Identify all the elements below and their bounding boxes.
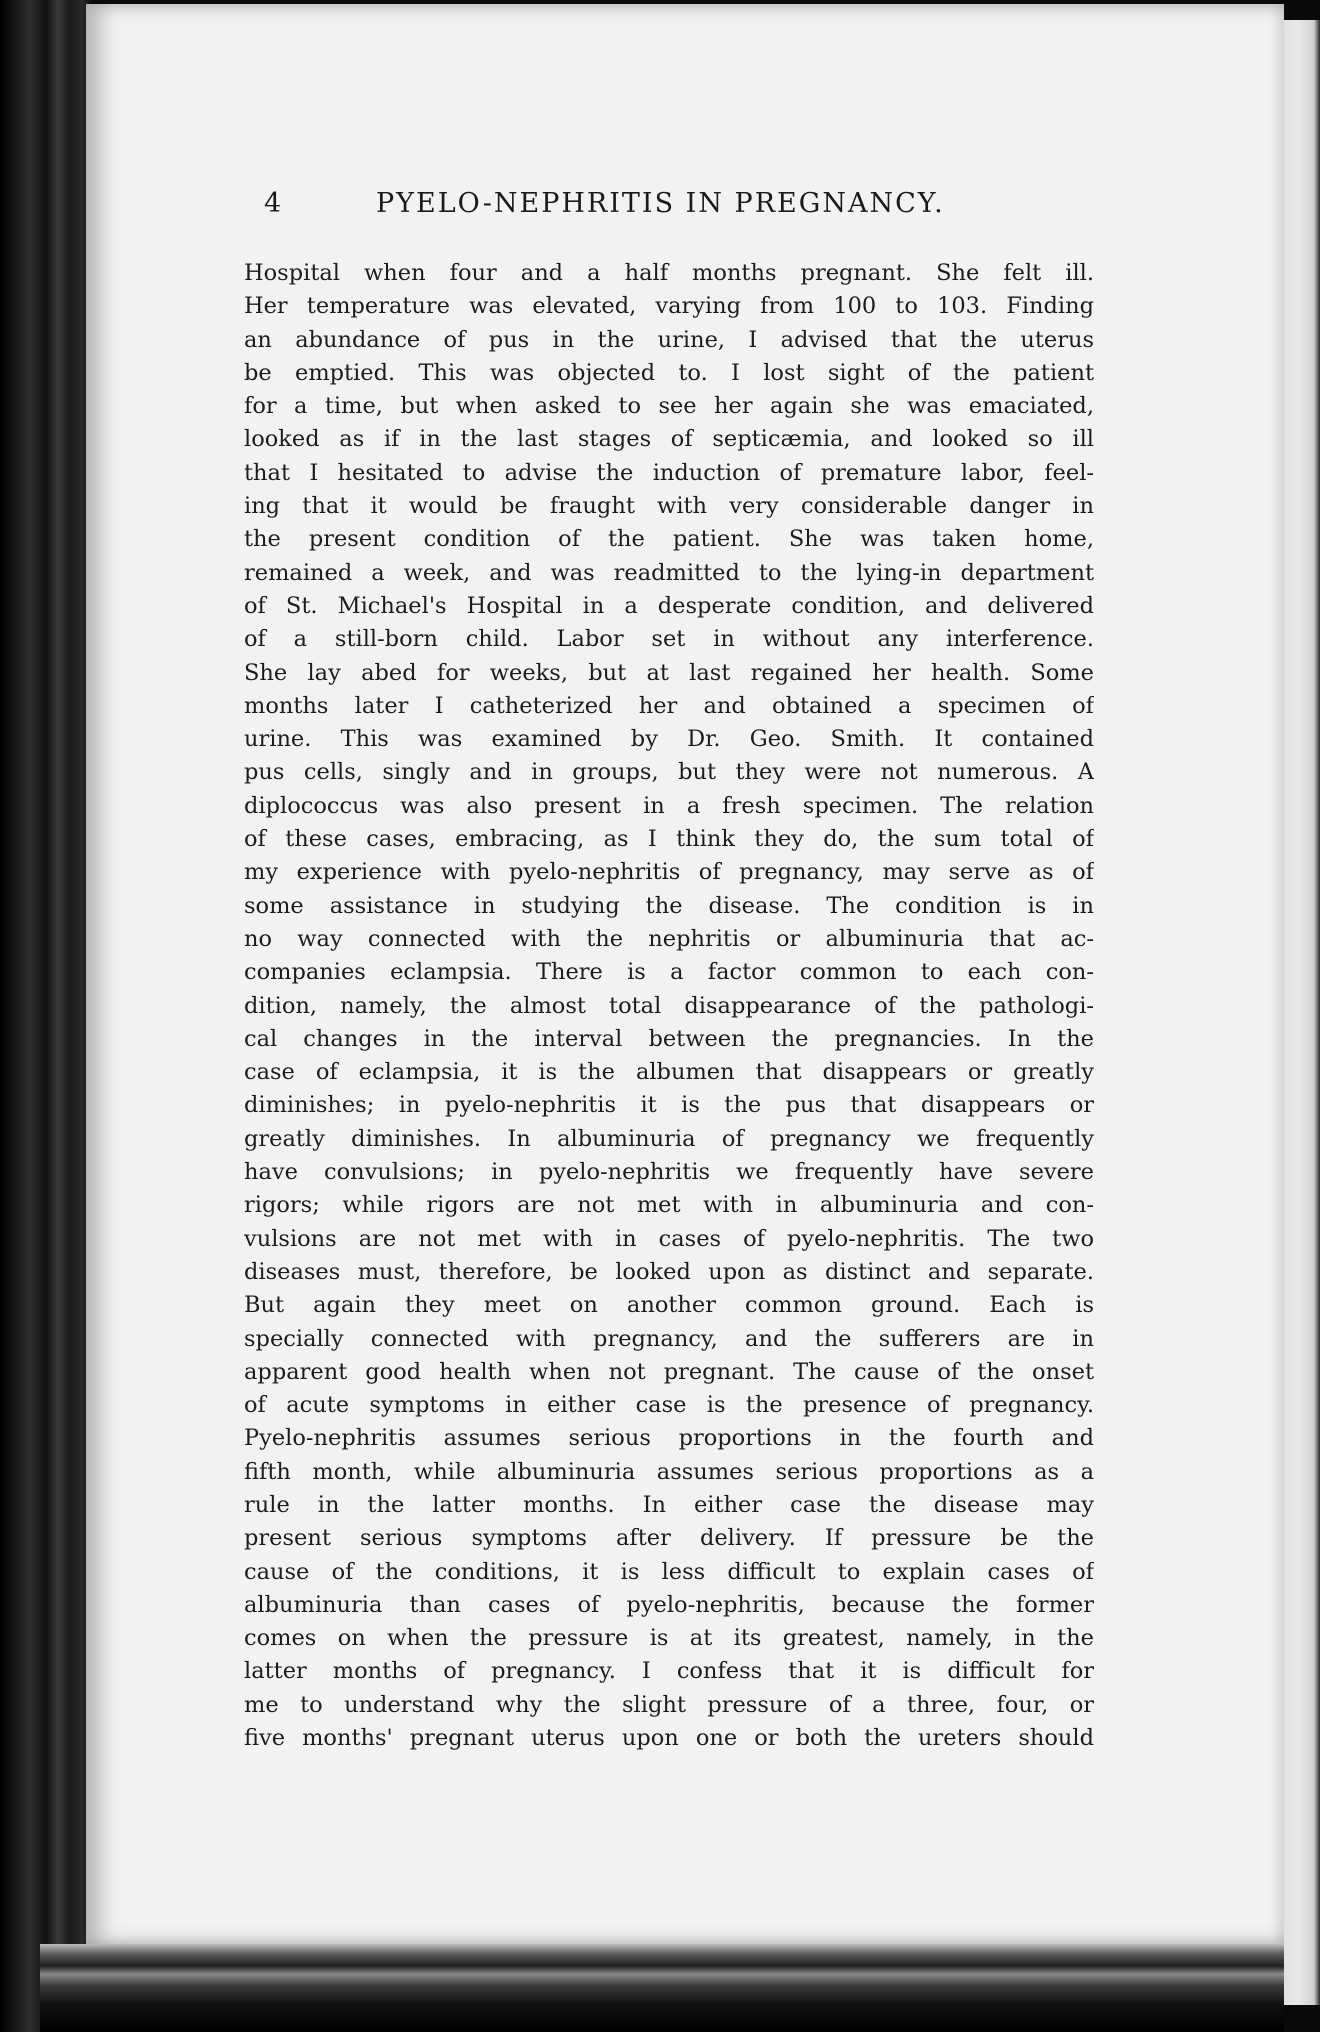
bottom-page-edges xyxy=(40,1944,1284,2032)
book-spine-edge xyxy=(0,0,92,2032)
text-line: Hospital when four and a half months pregnant. She felt ill. xyxy=(244,260,1094,286)
text-line: of acute symptoms in either case is the presence of pregnancy. xyxy=(244,1392,1094,1419)
text-line: five months' pregnant uterus upon one or both the ureters should xyxy=(244,1725,1094,1752)
text-line: apparent good health when not pregnant. The cause of the onset xyxy=(244,1358,1094,1385)
text-line: diplococcus was also present in a fresh specimen. The relation xyxy=(244,792,1094,819)
text-line: urine. This was examined by Dr. Geo. Smith. It contained xyxy=(244,726,1094,753)
text-line: fifth month, while albuminuria assumes serious proportions as a xyxy=(244,1458,1094,1485)
text-line: case of eclampsia, it is the albumen that disappears or greatly xyxy=(244,1059,1094,1086)
text-line: present serious symptoms after delivery. If pressure be the xyxy=(244,1525,1094,1552)
text-line: But again they meet on another common ground. Each is xyxy=(244,1292,1094,1319)
text-line: greatly diminishes. In albuminuria of pregnancy we frequently xyxy=(244,1125,1094,1152)
text-line: my experience with pyelo-nephritis of pregnancy, may serve as of xyxy=(244,859,1094,886)
text-line: of a still-born child. Labor set in without any interference. xyxy=(244,626,1094,653)
text-line: diseases must, therefore, be looked upon as distinct and separate. xyxy=(244,1258,1094,1285)
text-line: specially connected with pregnancy, and the sufferers are in xyxy=(244,1325,1094,1352)
text-line: some assistance in studying the disease. The condition is in xyxy=(244,892,1094,919)
text-line: months later I catheterized her and obtained a specimen of xyxy=(244,692,1094,719)
text-line: cal changes in the interval between the pregnancies. In the xyxy=(244,1025,1094,1052)
text-line: latter months of pregnancy. I confess that it is difficult for xyxy=(244,1658,1094,1685)
text-line: vulsions are not met with in cases of pyelo-nephritis. The two xyxy=(244,1225,1094,1252)
text-line: have convulsions; in pyelo-nephritis we frequently have severe xyxy=(244,1159,1094,1186)
text-line: cause of the conditions, it is less difficult to explain cases of xyxy=(244,1558,1094,1585)
text-line: rule in the latter months. In either case the disease may xyxy=(244,1491,1094,1518)
text-line: no way connected with the nephritis or albuminuria that ac- xyxy=(244,925,1094,952)
text-line: that I hesitated to advise the induction of premature labor, feel- xyxy=(244,459,1094,486)
page-number: 4 xyxy=(264,188,283,219)
text-line: of these cases, embracing, as I think they do, the sum total of xyxy=(244,826,1094,853)
text-line: remained a week, and was readmitted to the lying-in department xyxy=(244,559,1094,586)
text-line: ing that it would be fraught with very considerable danger in xyxy=(244,493,1094,520)
text-line: Her temperature was elevated, varying from 100 to 103. Finding xyxy=(244,293,1094,320)
text-line: an abundance of pus in the urine, I advised that the uterus xyxy=(244,326,1094,353)
text-line: companies eclampsia. There is a factor common to each con- xyxy=(244,959,1094,986)
text-line: Pyelo-nephritis assumes serious proportions in the fourth and xyxy=(244,1425,1094,1452)
text-line: pus cells, singly and in groups, but they were not numerous. A xyxy=(244,759,1094,786)
text-line: for a time, but when asked to see her again she was emaciated, xyxy=(244,393,1094,420)
page-header xyxy=(184,188,1024,238)
text-line: the present condition of the patient. She was taken home, xyxy=(244,526,1094,553)
text-line: looked as if in the last stages of septicæmia, and looked so ill xyxy=(244,426,1094,453)
running-head: PYELO-NEPHRITIS IN PREGNANCY. xyxy=(376,188,945,219)
text-line: albuminuria than cases of pyelo-nephritis, because the former xyxy=(244,1591,1094,1618)
body-text xyxy=(244,257,1094,1755)
text-line: of St. Michael's Hospital in a desperate condition, and delivered xyxy=(244,592,1094,619)
text-line: diminishes; in pyelo-nephritis it is the pus that disappears or xyxy=(244,1092,1094,1119)
text-line: comes on when the pressure is at its greatest, namely, in the xyxy=(244,1625,1094,1652)
text-line: dition, namely, the almost total disappearance of the pathologi- xyxy=(244,992,1094,1019)
text-line: me to understand why the slight pressure of a three, four, or xyxy=(244,1691,1094,1718)
text-line: She lay abed for weeks, but at last regained her health. Some xyxy=(244,659,1094,686)
text-line: rigors; while rigors are not met with in albuminuria and con- xyxy=(244,1192,1094,1219)
text-line: be emptied. This was objected to. I lost sight of the patient xyxy=(244,359,1094,386)
